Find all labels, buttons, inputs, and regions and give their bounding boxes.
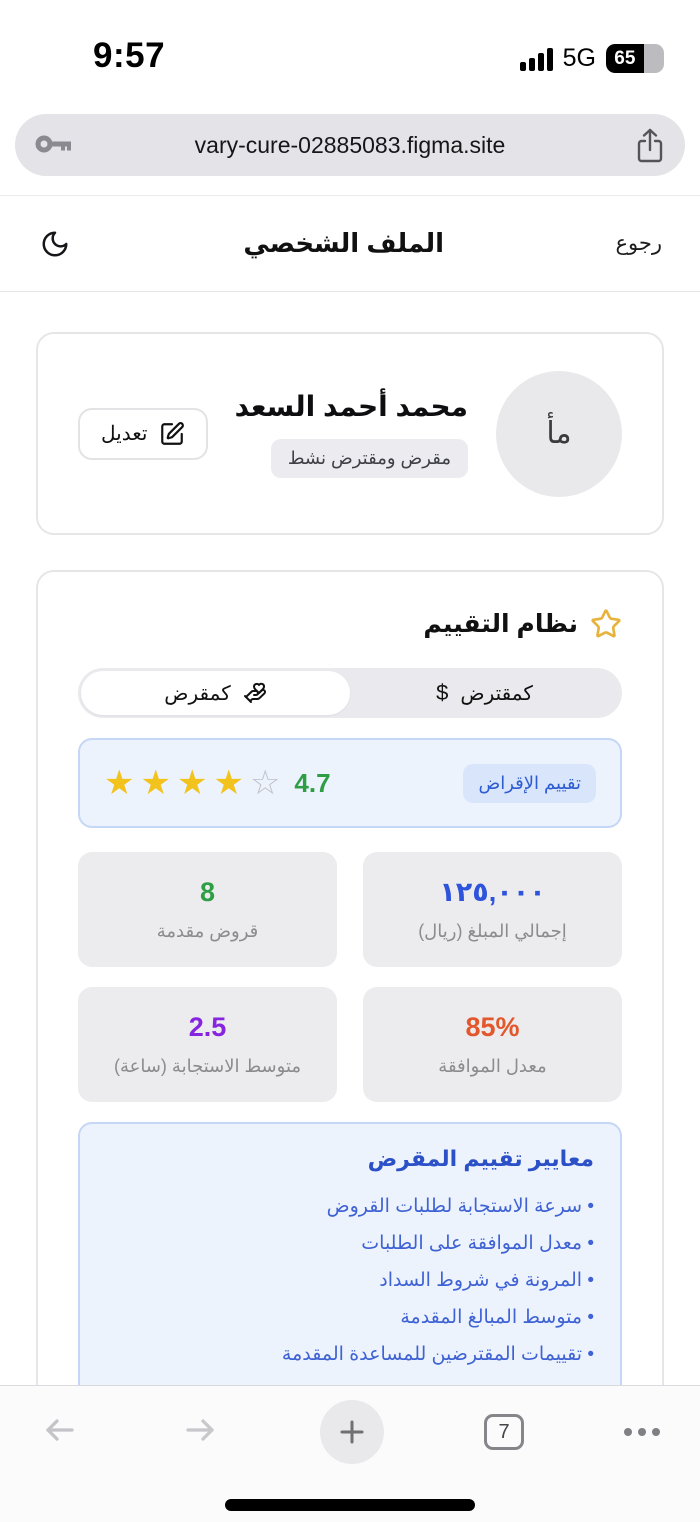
- stat-value: 8: [199, 877, 216, 907]
- battery-level: 65: [606, 44, 644, 73]
- star-filled-icon: ★: [104, 764, 135, 802]
- criteria-item: • سرعة الاستجابة لطلبات القروض: [326, 1196, 594, 1217]
- back-button[interactable]: رجوع: [615, 232, 662, 255]
- url-text: vary-cure-02885083.figma.site: [194, 131, 506, 158]
- edit-pencil-icon: [159, 421, 185, 447]
- criteria-item: • المرونة في شروط السداد: [379, 1270, 594, 1291]
- edit-button-label: تعديل: [101, 423, 148, 445]
- tab-as-borrower[interactable]: [350, 671, 619, 715]
- star-filled-icon: ★: [176, 764, 208, 802]
- stat-response-time: [78, 987, 337, 1102]
- home-indicator[interactable]: [225, 1499, 475, 1511]
- battery-icon: [606, 44, 664, 73]
- criteria-item: • متوسط المبالغ المقدمة: [400, 1307, 594, 1328]
- lending-score-badge: تقييم الإقراض: [463, 764, 596, 803]
- profile-name: محمد أحمد السعد: [234, 390, 468, 422]
- stat-approval-rate: [363, 987, 622, 1102]
- page-title: الملف الشخصي: [243, 228, 445, 258]
- browser-forward-button[interactable]: [180, 1412, 220, 1453]
- star-outline-icon: [590, 608, 622, 640]
- share-icon[interactable]: [635, 127, 665, 170]
- lending-score-box: [78, 738, 622, 828]
- stat-value: 85%: [465, 1012, 520, 1042]
- browser-toolbar: [0, 1385, 700, 1522]
- tab-borrower-label: كمقترض: [460, 682, 533, 705]
- criteria-title: معايير تقييم المقرض: [367, 1146, 594, 1171]
- tab-as-lender[interactable]: [81, 671, 350, 715]
- signal-strength-icon: [520, 47, 553, 71]
- tab-switcher-button[interactable]: [484, 1414, 524, 1450]
- stat-value: ١٢٥,٠٠٠: [439, 877, 546, 907]
- more-options-button[interactable]: [624, 1428, 660, 1436]
- stat-label: إجمالي المبلغ (ريال): [418, 921, 567, 941]
- profile-card: [36, 332, 664, 535]
- edit-profile-button[interactable]: [78, 408, 208, 460]
- stat-total-amount: [363, 852, 622, 967]
- plus-icon: [337, 1417, 367, 1447]
- stats-grid: [78, 852, 622, 1102]
- star-rating: [104, 766, 280, 800]
- hand-heart-icon: [243, 681, 267, 705]
- network-type: 5G: [562, 44, 596, 72]
- browser-back-button[interactable]: [40, 1412, 80, 1453]
- star-filled-icon: ★: [140, 764, 171, 802]
- criteria-item: • تقييمات المقترضين للمساعدة المقدمة: [281, 1344, 594, 1365]
- moon-icon: [40, 229, 70, 259]
- criteria-item: • معدل الموافقة على الطلبات: [361, 1233, 594, 1254]
- stat-label: متوسط الاستجابة (ساعة): [113, 1056, 302, 1076]
- criteria-list: [106, 1188, 594, 1373]
- tab-count: 7: [498, 1420, 510, 1443]
- clock: 9:57: [93, 36, 166, 75]
- rating-section-title: نظام التقييم: [423, 610, 578, 638]
- star-filled-icon: ★: [213, 764, 244, 802]
- status-badge: مقرض ومقترض نشط: [271, 439, 468, 478]
- star-empty-icon: ☆: [249, 764, 281, 802]
- rating-system-card: [36, 570, 664, 1431]
- dark-mode-toggle[interactable]: [38, 227, 72, 261]
- dollar-icon: $: [436, 680, 449, 705]
- lender-criteria-box: [78, 1122, 622, 1401]
- score-value: 4.7: [294, 767, 331, 798]
- role-tabs: [78, 668, 622, 718]
- page-header: [0, 195, 700, 292]
- stat-loans-given: [78, 852, 337, 967]
- stat-value: 2.5: [188, 1012, 227, 1042]
- address-bar[interactable]: [15, 114, 685, 176]
- stat-label: قروض مقدمة: [156, 921, 259, 941]
- status-bar: [0, 0, 700, 100]
- new-tab-button[interactable]: [320, 1400, 384, 1464]
- avatar: مأ: [496, 371, 622, 497]
- tab-lender-label: كمقرض: [164, 682, 231, 705]
- forward-arrow-icon: [180, 1412, 220, 1448]
- stat-label: معدل الموافقة: [438, 1056, 547, 1076]
- password-key-icon: [35, 131, 77, 162]
- back-arrow-icon: [40, 1412, 80, 1448]
